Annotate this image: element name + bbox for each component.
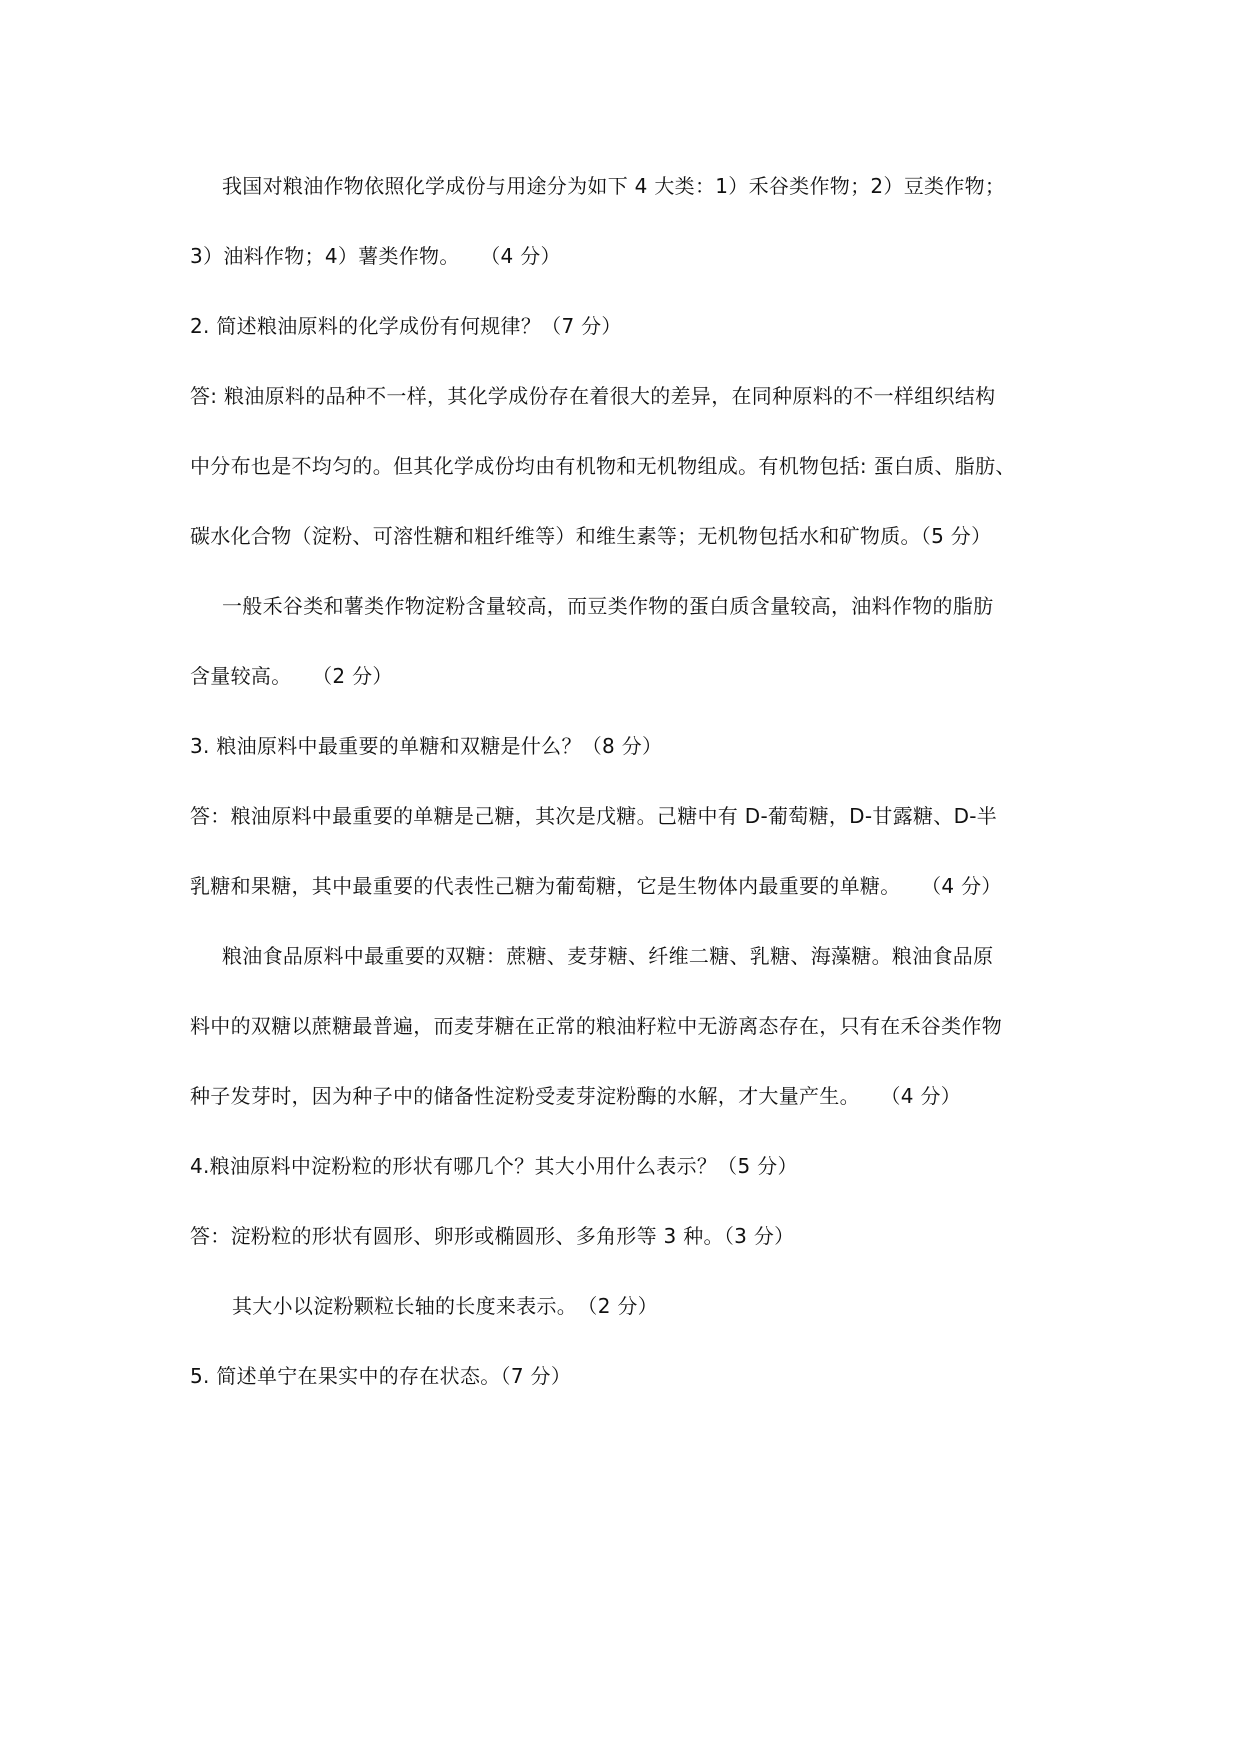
text-line: 料中的双糖以蔗糖最普遍，而麦芽糖在正常的粮油籽粒中无游离态存在，只有在禾谷类作物 [190, 1014, 1002, 1038]
text-line: 粮油食品原料中最重要的双糖：蔗糖、麦芽糖、纤维二糖、乳糖、海藻糖。粮油食品原 [222, 944, 994, 968]
text-line: 答：淀粉粒的形状有圆形、卵形或椭圆形、多角形等 3 种。（3 分） [190, 1224, 795, 1248]
text-line: 种子发芽时，因为种子中的储备性淀粉受麦芽淀粉酶的水解，才大量产生。 （4 分） [190, 1084, 962, 1108]
question-heading: 5. 简述单宁在果实中的存在状态。（7 分） [190, 1364, 572, 1388]
text-line: 碳水化合物（淀粉、可溶性糖和粗纤维等）和维生素等；无机物包括水和矿物质。（5 分） [190, 524, 992, 548]
text-line: 答：粮油原料中最重要的单糖是己糖，其次是戊糖。己糖中有 D-葡萄糖，D-甘露糖、D-半 [190, 804, 998, 828]
text-line: 答: 粮油原料的品种不一样，其化学成份存在着很大的差异，在同种原料的不一样组织结构 [190, 384, 996, 408]
text-line: 其大小以淀粉颗粒长轴的长度来表示。 （2 分） [232, 1294, 658, 1318]
question-heading: 3. 粮油原料中最重要的单糖和双糖是什么？（8 分） [190, 734, 663, 758]
question-heading: 2. 简述粮油原料的化学成份有何规律？（7 分） [190, 314, 622, 338]
text-line: 含量较高。 （2 分） [190, 664, 393, 688]
text-line: 3）油料作物；4）薯类作物。 （4 分） [190, 244, 561, 268]
text-line: 乳糖和果糖，其中最重要的代表性己糖为葡萄糖，它是生物体内最重要的单糖。 （4 分） [190, 874, 1002, 898]
text-line: 一般禾谷类和薯类作物淀粉含量较高，而豆类作物的蛋白质含量较高，油料作物的脂肪 [222, 594, 994, 618]
text-line: 我国对粮油作物依照化学成份与用途分为如下 4 大类：1）禾谷类作物；2）豆类作物； [222, 174, 1006, 198]
question-heading: 4.粮油原料中淀粉粒的形状有哪几个？其大小用什么表示？（5 分） [190, 1154, 798, 1178]
text-line: 中分布也是不均匀的。但其化学成份均由有机物和无机物组成。有机物包括: 蛋白质、脂肪、 [190, 454, 1016, 478]
